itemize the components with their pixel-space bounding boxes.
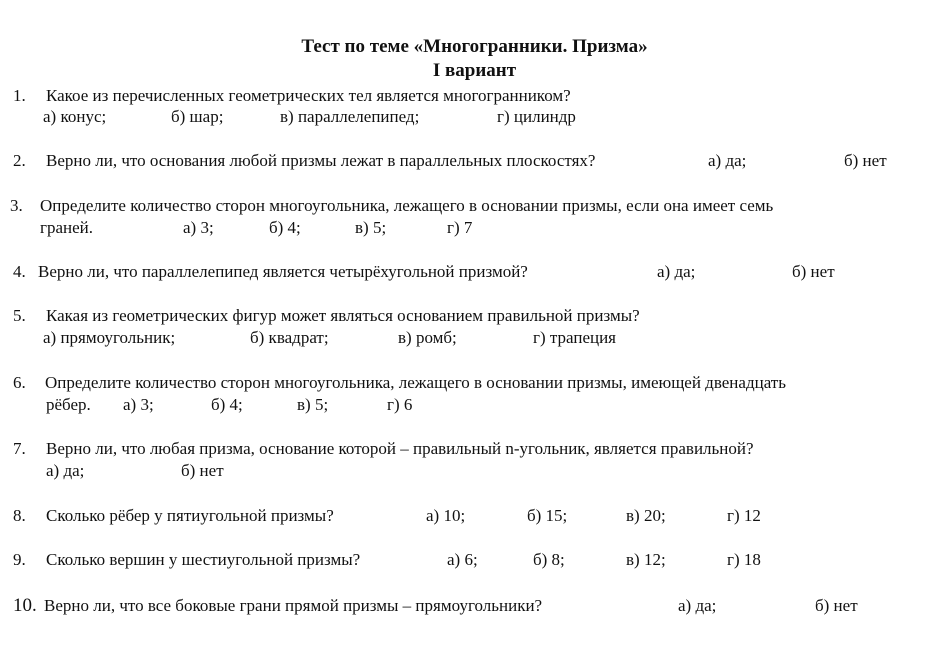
variant-label: I вариант	[432, 60, 517, 81]
question-text: Сколько рёбер у пятиугольной призмы?	[46, 506, 334, 525]
answer-option: а) да;	[678, 596, 717, 615]
question-number: 2.	[13, 151, 26, 170]
question-text: Верно ли, что параллелепипед является четырёхугольной призмой?	[38, 262, 528, 281]
answer-option: в) параллелепипед;	[280, 107, 420, 126]
answer-option: г) 6	[387, 395, 413, 414]
document-title: Тест по теме «Многогранники. Призма»	[301, 36, 648, 57]
question-text: Какое из перечисленных геометрических тел является многогранником?	[46, 86, 571, 105]
answer-option: а) да;	[657, 262, 696, 281]
answer-option: в) 5;	[297, 395, 329, 414]
answer-option: а) 10;	[426, 506, 466, 525]
answer-option: а) 6;	[447, 550, 478, 569]
answer-option: в) 5;	[355, 218, 387, 237]
question-text: Сколько вершин у шестиугольной призмы?	[46, 550, 361, 569]
answer-option: б) нет	[844, 151, 887, 170]
question-text-continued: граней.	[40, 218, 94, 237]
question-number: 6.	[13, 373, 26, 392]
question-text: Какая из геометрических фигур может являться основанием правильной призмы?	[46, 306, 640, 325]
answer-option: б) квадрат;	[250, 328, 329, 347]
answer-option: б) 4;	[211, 395, 243, 414]
answer-option: б) нет	[792, 262, 835, 281]
question-text: Верно ли, что основания любой призмы лежат в параллельных плоскостях?	[46, 151, 596, 170]
answer-option: а) конус;	[43, 107, 107, 126]
answer-option: г) трапеция	[533, 328, 616, 347]
question-number: 4.	[13, 262, 26, 281]
question-text: Определите количество сторон многоугольника, лежащего в основании призмы, если она имеет семь	[40, 196, 774, 215]
answer-option: в) 12;	[626, 550, 666, 569]
answer-option: г) цилиндр	[497, 107, 576, 126]
answer-option: а) 3;	[183, 218, 214, 237]
answer-option: б) нет	[181, 461, 224, 480]
question-number: 8.	[13, 506, 26, 525]
answer-option: в) ромб;	[398, 328, 457, 347]
question-text-continued: рёбер.	[46, 395, 91, 414]
answer-option: а) да;	[708, 151, 747, 170]
question-text: Верно ли, что все боковые грани прямой призмы – прямоугольники?	[44, 596, 543, 615]
question-number: 7.	[13, 439, 26, 458]
answer-option: б) нет	[815, 596, 858, 615]
question-number: 10.	[13, 595, 37, 616]
answer-option: б) 15;	[527, 506, 568, 525]
answer-option: а) прямоугольник;	[43, 328, 176, 347]
answer-option: а) да;	[46, 461, 85, 480]
answer-option: г) 12	[727, 506, 761, 525]
question-number: 9.	[13, 550, 26, 569]
answer-option: б) шар;	[171, 107, 224, 126]
answer-option: б) 8;	[533, 550, 565, 569]
question-text: Верно ли, что любая призма, основание которой – правильный n-угольник, является правильной?	[46, 439, 754, 458]
question-number: 5.	[13, 306, 26, 325]
answer-option: а) 3;	[123, 395, 154, 414]
question-text: Определите количество сторон многоугольника, лежащего в основании призмы, имеющей двенадцать	[45, 373, 786, 392]
question-number: 3.	[10, 196, 23, 215]
answer-option: г) 7	[447, 218, 473, 237]
answer-option: г) 18	[727, 550, 761, 569]
question-number: 1.	[13, 86, 26, 105]
answer-option: б) 4;	[269, 218, 301, 237]
answer-option: в) 20;	[626, 506, 666, 525]
